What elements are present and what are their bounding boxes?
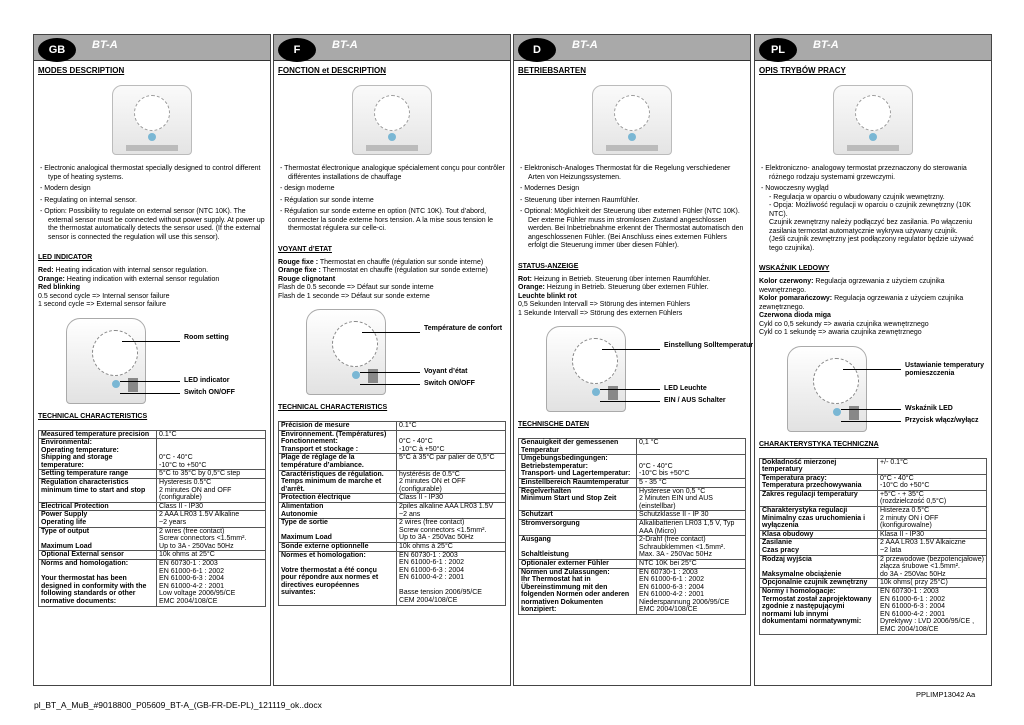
footer-filename: pl_BT_A_MuB_#9018800_P05609_BT-A_(GB-FR-DE-PL)_121119_ok..docx — [34, 700, 322, 710]
tech-value: 10k ohms at 25°C — [157, 551, 266, 560]
tech-value: Class II - IP30 — [157, 502, 266, 511]
led-line: 0,5 Sekunden Intervall => Störung des internen Fühlers — [518, 301, 690, 308]
tech-row — [279, 430, 506, 454]
tech-row — [39, 430, 266, 439]
language-column-f — [273, 34, 511, 686]
led-color: Orange: — [518, 284, 545, 291]
led-color: Rouge fixe : — [278, 258, 319, 266]
callout-line — [120, 381, 180, 382]
tech-label: Alimentation Autonomie — [279, 502, 397, 518]
tech-row — [39, 502, 266, 511]
section-title: FONCTION et DESCRIPTION — [278, 66, 387, 75]
thermostat-photo — [106, 81, 198, 157]
tech-label: Zakres regulacji temperatury — [760, 490, 878, 506]
tech-label: Stromversorgung — [519, 519, 637, 535]
feature-item: - Elektronisch-Analoges Thermostat für die Regelung verschiedener Arten von Heizungssystemen. — [520, 165, 731, 181]
tech-value: 2 AAA LR03 1.5V Alkaline ~2 years — [157, 511, 266, 527]
column-header — [514, 35, 750, 61]
led-line: Orange fixe : Thermostat en chauffe (régulation sur sonde externe) — [278, 267, 488, 274]
led-section-title: WSKAŹNIK LEDOWY — [759, 265, 830, 272]
feature-item: - Régulation sur sonde externe en option (NTC 10K). Tout d’abord, connecter la sonde externe hors tension. A la mise sous tension le thermostat régulera sur celle-ci. — [280, 208, 494, 232]
tech-value: 10k ohms( przy 25°C) — [878, 579, 987, 588]
language-badge: F — [278, 38, 316, 62]
tech-label: Schutzart — [519, 511, 637, 520]
tech-title: TECHNISCHE DATEN — [518, 421, 590, 428]
tech-row — [519, 439, 746, 455]
tech-value: Hysterese von 0,5 °C 2 Minuten EIN und AUS (einstellbar) — [637, 487, 746, 511]
tech-row — [760, 588, 987, 635]
led-line: Rouge clignotant — [278, 275, 336, 283]
tech-value: 2piles alkaline AAA LR03 1.5V ~2 ans — [397, 502, 506, 518]
led-description — [278, 259, 506, 302]
led-color: Rot: — [518, 275, 532, 283]
callout-line — [360, 384, 420, 385]
label-led-indicator: Wskaźnik LED — [905, 404, 953, 412]
led-line: 1 second cycle => External sensor failure — [38, 301, 167, 308]
spacer — [278, 237, 506, 243]
tech-title: CHARAKTERYSTYKA TECHNICZNA — [759, 440, 879, 448]
callout-line — [362, 332, 420, 333]
language-column-gb — [33, 34, 271, 686]
spacer — [518, 254, 746, 260]
column-header — [34, 35, 270, 61]
callout-line — [600, 401, 660, 402]
tech-row — [279, 551, 506, 605]
language-badge: PL — [759, 38, 797, 62]
tech-label: Normen und Zulassungen: Ihr Thermostat hat in Übereinstimmung mit den folgenden Normen oder anderen normativen Dokumenten konzipiert: — [519, 568, 637, 615]
thermostat-diagram — [759, 342, 987, 438]
tech-label: Power Supply Operating life — [39, 511, 157, 527]
thermostat-led — [869, 133, 877, 141]
column-header — [274, 35, 510, 61]
tech-value: 0,1 °C — [637, 439, 746, 455]
tech-row — [760, 530, 987, 539]
feature-item: - design moderne — [280, 185, 335, 192]
led-description — [38, 267, 266, 310]
model-name: BT-A — [332, 39, 358, 51]
tech-row — [39, 527, 266, 551]
tech-value: EN 60730-1 : 2003 EN 61000-6-1 : 2002 EN 61000-6-3 : 2004 EN 61000-4-2 : 2001 Niederspannung 2006/95/CE EMC 2004/108/CE — [637, 568, 746, 615]
tech-label: Zasilanie Czas pracy — [760, 539, 878, 555]
label-led-indicator: LED Leuchte — [664, 385, 707, 392]
led-line: Red: Heating indication with internal sensor regulation. — [38, 267, 209, 274]
tech-row — [39, 439, 266, 470]
tech-value: 2-Drahf (free contact) Schraubklemmen <1.5mm². Max. 3A - 250Vac 50Hz — [637, 536, 746, 560]
thermostat-photo — [586, 81, 678, 157]
diagram-dial — [813, 358, 859, 404]
tech-label: Opcjonalnie czujnik zewnętrzny — [760, 579, 878, 588]
tech-value: 0°C - 40°C -10°C do +50°C — [878, 474, 987, 490]
thermostat-led — [628, 133, 636, 141]
language-column-pl — [754, 34, 992, 686]
label-room-setting: Ustawianie temperatury pomieszczenia — [905, 361, 984, 377]
feature-item: - Optional: Möglichkeit der Steuerung über externen Fühler (NTC 10K). Der externe Fühler muss im stromlosen Zustand angeschlossen werden. Bei Inbetriebnahme erkennt der Thermostat automatisch den angeschlossenen Fühler. (Bei Anschluss eines externen Fühlers erfolgt die Steuerung immer über diesen Fühler). — [520, 208, 744, 249]
feature-item: - Elektroniczno- analogowy termostat przeznaczony do sterowania różnego rodzaju systemami grzewczymi. — [761, 165, 967, 181]
tech-label: Ausgang Schaltleistung — [519, 536, 637, 560]
feature-item: - Régulation sur sonde interne — [280, 196, 374, 204]
tech-label: Caractéristiques de régulation. Temps minimum de marche et d’arrêt. — [279, 470, 397, 494]
feature-item: - Nowoczesny wygląd - Regulacja w oparciu o wbudowany czujnik wewnętrzny. - Opcja: Możliwość regulacji w oparciu o czujnik zewnętrzny (10K NTC). Czujnik zewnętrzny należy podłączyć bez zasilania. Po włączeniu zasilania termostat automatycznie wykrywa używany czujnik. (Jeśli czujnik zewnętrzny jest podłączony regulator będzie używać tego czujnika). — [761, 185, 974, 252]
callout-line — [360, 372, 420, 373]
diagram-dial — [92, 330, 138, 376]
tech-row — [760, 555, 987, 579]
thermostat-diagram — [278, 305, 506, 401]
label-room-setting: Room setting — [184, 333, 229, 341]
callout-line — [841, 409, 901, 410]
label-room-setting: Température de confort — [424, 325, 503, 332]
model-name: BT-A — [813, 39, 839, 51]
feature-item: - Option: Possibility to regulate on external sensor (NTC 10K). The external sensor must be connected without power supply. At power up the thermostat automatically detects the sensor used. (If the external sensor is connected the regulation will use this sensor). — [40, 208, 265, 241]
thermostat-base — [606, 145, 658, 151]
thermostat-led — [148, 133, 156, 141]
feature-item: - Modern design — [40, 185, 91, 192]
tech-value: EN 60730-1 : 2003 EN 61000-6-1 : 2002 EN 61000-6-3 : 2004 EN 61000-4-2 : 2001 Dyrektywy : LVD 2006/95/CE , EMC 2004/108/CE — [878, 588, 987, 635]
tech-label: Type of output Maximum Load — [39, 527, 157, 551]
callout-line — [122, 341, 180, 342]
tech-value: 0.1°C — [157, 430, 266, 439]
tech-label: Sonde externe optionnelle — [279, 542, 397, 551]
language-badge: GB — [38, 38, 76, 62]
thermostat-photo — [346, 81, 438, 157]
thermostat-dial — [614, 95, 650, 131]
tech-label: Plage de réglage de la température d’ambiance. — [279, 454, 397, 470]
column-content — [759, 63, 987, 685]
feature-list — [38, 165, 266, 242]
led-section-title: LED INDICATOR — [38, 254, 93, 261]
column-content — [38, 63, 266, 685]
callout-line — [843, 369, 901, 370]
spacer — [759, 256, 987, 262]
section-title: BETRIEBSARTEN — [518, 66, 587, 75]
led-line: Flash de 1 seconde => Défaut sur sonde externe — [278, 292, 430, 300]
tech-label: Normes et homologation: Votre thermostat a été conçu pour répondre aux normes et directives européennes suivantes: — [279, 551, 397, 605]
tech-table — [38, 430, 266, 607]
feature-item: - Modernes Design — [520, 185, 580, 192]
tech-label: Genauigkeit der gemessenen Temperatur — [519, 439, 637, 455]
tech-title: TECHNICAL CHARACTERISTICS — [278, 404, 388, 411]
model-name: BT-A — [92, 39, 118, 51]
tech-label: Regelverhalten Minimum Start und Stop Zeit — [519, 487, 637, 511]
language-badge: D — [518, 38, 556, 62]
thermostat-diagram — [518, 322, 754, 418]
tech-label: Einstellbereich Raumtemperatur — [519, 478, 637, 487]
tech-value: +5°C - + 35°C (rozdzielczość 0,5°C) — [878, 490, 987, 506]
led-color: Orange: — [38, 275, 65, 283]
tech-label: Regulation characteristics minimum time to start and stop — [39, 479, 157, 503]
tech-title: TECHNICAL CHARACTERISTICS — [38, 412, 148, 420]
led-line: Rouge fixe : Thermostat en chauffe (régulation sur sonde interne) — [278, 258, 484, 266]
tech-value: Hysteresis 0.5°C 2 minutes ON and OFF (configurable) — [157, 479, 266, 503]
tech-value: +/- 0.1°C — [878, 458, 987, 474]
tech-row — [760, 458, 987, 474]
label-switch-on-off: Switch ON/OFF — [424, 380, 475, 387]
tech-value: hystérésis de 0.5°C 2 minutes ON et OFF (configurable) — [397, 470, 506, 494]
tech-value: 2 AAA LR03 1.5V Alkaiczne ~2 lata — [878, 539, 987, 555]
led-color: Red: — [38, 267, 54, 274]
tech-value: 0.1°C — [397, 422, 506, 431]
led-color: Kolor czerwony: — [759, 278, 814, 285]
led-section-title: STATUS-ANZEIGE — [518, 262, 579, 270]
thermostat-dial — [855, 95, 891, 131]
label-led-indicator: LED indicator — [184, 376, 230, 384]
thermostat-led — [388, 133, 396, 141]
tech-value: EN 60730-1 : 2003 EN 61000-6-1 : 2002 EN 61000-6-3 : 2004 EN 61000-4-2 : 2001 Basse tension 2006/95/CE CEM 2004/108/CE — [397, 551, 506, 605]
tech-value: NTC 10K bei 25°C — [637, 559, 746, 568]
led-line: Red blinking — [38, 284, 80, 291]
label-switch-on-off: Switch ON/OFF — [184, 388, 235, 396]
diagram-led — [112, 380, 120, 388]
thermostat-base — [366, 145, 418, 151]
led-line: Rot: Heizung in Betrieb. Steuerung über internen Raumfühler. — [518, 275, 711, 283]
led-section-title: VOYANT d’ETAT — [278, 245, 332, 253]
spacer — [38, 245, 266, 251]
feature-item: - Regulating on internal sensor. — [40, 196, 137, 204]
led-color: Orange fixe : — [278, 267, 321, 274]
callout-line — [602, 349, 660, 350]
model-name: BT-A — [572, 39, 598, 51]
tech-label: Umgebungsbedingungen: Betriebstemperatur: Transport- und Lagertemperatur: — [519, 455, 637, 479]
tech-row — [279, 519, 506, 543]
section-title: MODES DESCRIPTION — [38, 66, 125, 75]
tech-value: Schutzklasse II - IP 30 — [637, 511, 746, 520]
callout-line — [841, 421, 901, 422]
led-line: Cykl co 1 sekundę => awaria czujnika zewnętrznego — [759, 329, 922, 336]
tech-value: 10k ohms à 25°C — [397, 542, 506, 551]
tech-label: Précision de mesure — [279, 422, 397, 431]
feature-item: - Steuerung über internen Raumfühler. — [520, 196, 640, 204]
led-line: Kolor pomarańczowy: Regulacja ogrzewania z użyciem czujnika zewnętrznego. — [759, 295, 964, 311]
feature-list — [278, 165, 506, 234]
tech-value: 5 - 35 °C — [637, 478, 746, 487]
tech-value: Histereza 0.5°C 2 minuty ON i OFF (konfigurowalne) — [878, 507, 987, 531]
tech-row — [279, 494, 506, 503]
thermostat-dial — [134, 95, 170, 131]
thermostat-diagram — [38, 314, 266, 410]
tech-label: Protection électrique — [279, 494, 397, 503]
thermostat-dial — [374, 95, 410, 131]
tech-label: Dokładność mierzonej temperatury — [760, 458, 878, 474]
label-led-indicator: Voyant d’état — [424, 368, 468, 375]
led-description — [518, 276, 746, 319]
tech-value: 0°C - 40°C -10°C bis +50°C — [637, 455, 746, 479]
led-line: Cykl co 0,5 sekundy => awaria czujnika wewnętrznego — [759, 320, 929, 328]
label-switch-on-off: EIN / AUS Schalter — [664, 397, 726, 404]
column-content — [518, 63, 754, 685]
feature-list — [518, 165, 746, 251]
tech-value: 2 wires (free contact) Screw connectors <1.5mm². Up to 3A - 250Vac 50Hz — [397, 519, 506, 543]
tech-row — [519, 559, 746, 568]
led-line: 1 Sekunde Intervall => Störung des externen Fühlers — [518, 309, 683, 317]
tech-value: Klasa II - IP30 — [878, 530, 987, 539]
tech-row — [519, 536, 746, 560]
tech-label: Klasa obudowy — [760, 530, 878, 539]
tech-row — [39, 560, 266, 607]
tech-table — [759, 458, 987, 635]
document-code: PPLIMP13042 Aa — [916, 690, 976, 699]
tech-label: Electrical Protection — [39, 502, 157, 511]
tech-row — [279, 454, 506, 470]
thermostat-base — [847, 145, 899, 151]
tech-row — [760, 474, 987, 490]
tech-row — [760, 490, 987, 506]
diagram-led — [833, 408, 841, 416]
tech-table — [278, 421, 506, 606]
thermostat-photo — [827, 81, 919, 157]
led-line: Leuchte blinkt rot — [518, 292, 577, 300]
led-line: 0.5 second cycle => Internal sensor failure — [38, 292, 170, 300]
tech-row — [279, 422, 506, 431]
tech-row — [760, 579, 987, 588]
tech-value: 5°C à 35°C par palier de 0,5°C — [397, 454, 506, 470]
diagram-led — [352, 371, 360, 379]
tech-row — [39, 470, 266, 479]
tech-value: EN 60730-1 : 2003 EN 61000-6-1 : 2002 EN 61000-6-3 : 2004 EN 61000-4-2 : 2001 Low voltage 2006/95/CE EMC 2004/108/CE — [157, 560, 266, 607]
led-color: Kolor pomarańczowy: — [759, 295, 833, 302]
led-line: Orange: Heating indication with external sensor regulation — [38, 275, 220, 283]
tech-value: Class II - IP30 — [397, 494, 506, 503]
tech-value: 5°C to 35°C by 0,5°C step — [157, 470, 266, 479]
tech-row — [279, 470, 506, 494]
tech-value: 0°C - 40°C -10°C to +50°C — [157, 439, 266, 470]
callout-line — [600, 389, 660, 390]
tech-label: Optionaler externer Fühler — [519, 559, 637, 568]
led-line: Flash de 0.5 seconde => Défaut sur sonde interne — [278, 284, 434, 291]
tech-label: Normy i homologacje: Termostat został zaprojektowany zgodnie z następującymi normami lub innymi dokumentami normatywnymi: — [760, 588, 878, 635]
tech-label: Rodzaj wyjścia Maksymalne obciążenie — [760, 555, 878, 579]
tech-label: Environnement. (Températures) Fonctionnement: Transport et stockage : — [279, 430, 397, 454]
tech-row — [39, 511, 266, 527]
column-content — [278, 63, 506, 685]
tech-value: Alkalibatterien LR03 1,5 V, Typ AAA (Micro) — [637, 519, 746, 535]
tech-label: Type de sortie Maximum Load — [279, 519, 397, 543]
tech-row — [519, 568, 746, 615]
led-line: Czerwona dioda miga — [759, 312, 831, 319]
tech-label: Measured temperature precision — [39, 430, 157, 439]
label-room-setting: Einstellung Solltemperatur — [664, 342, 754, 349]
tech-label: Environmental: Operating temperature: Shipping and storage temperature: — [39, 439, 157, 470]
led-line: Kolor czerwony: Regulacja ogrzewania z użyciem czujnika wewnętrznego. — [759, 278, 945, 294]
tech-value: 0°C - 40°C -10°C à +50°C — [397, 430, 506, 454]
tech-value: 2 przewodowe (bezpotencjałowe) złącza śrubowe <1.5mm². do 3A - 250Vac 50Hz — [878, 555, 987, 579]
section-title: OPIS TRYBÓW PRACY — [759, 66, 846, 75]
tech-row — [279, 542, 506, 551]
tech-label: Setting temperature range — [39, 470, 157, 479]
tech-row — [760, 539, 987, 555]
tech-label: Charakterystyka regulacji Minimalny czas uruchomienia i wyłączenia — [760, 507, 878, 531]
diagram-dial — [332, 321, 378, 367]
column-header — [755, 35, 991, 61]
tech-row — [760, 507, 987, 531]
tech-label: Optional External sensor — [39, 551, 157, 560]
tech-table — [518, 438, 746, 615]
label-switch-on-off: Przycisk włącz/wyłącz — [905, 416, 979, 424]
tech-value: 2 wires (free contact) Screw connectors <1.5mm². Up to 3A - 250Vac 50Hz — [157, 527, 266, 551]
tech-row — [279, 502, 506, 518]
tech-row — [519, 487, 746, 511]
tech-row — [519, 511, 746, 520]
language-column-d — [513, 34, 754, 686]
feature-item: - Thermostat électronique analogique spécialement conçu pour contrôler différentes installations de chauffage — [280, 165, 505, 181]
tech-row — [519, 478, 746, 487]
led-line: Orange: Heizung in Betrieb. Steuerung über externen Fühler. — [518, 284, 709, 291]
tech-row — [39, 551, 266, 560]
diagram-dial — [572, 338, 618, 384]
callout-line — [120, 393, 180, 394]
feature-item: - Electronic analogical thermostat specially designed to control different type of heating systems. — [40, 165, 261, 181]
feature-list — [759, 165, 987, 253]
tech-row — [39, 479, 266, 503]
led-description — [759, 278, 987, 338]
thermostat-base — [126, 145, 178, 151]
tech-label: Norms and homologation: Your thermostat has been designed in conformity with the following standards or other normative documents: — [39, 560, 157, 607]
diagram-led — [592, 388, 600, 396]
tech-label: Temperatura pracy: Temperatura przechowywania — [760, 474, 878, 490]
tech-row — [519, 519, 746, 535]
tech-row — [519, 455, 746, 479]
